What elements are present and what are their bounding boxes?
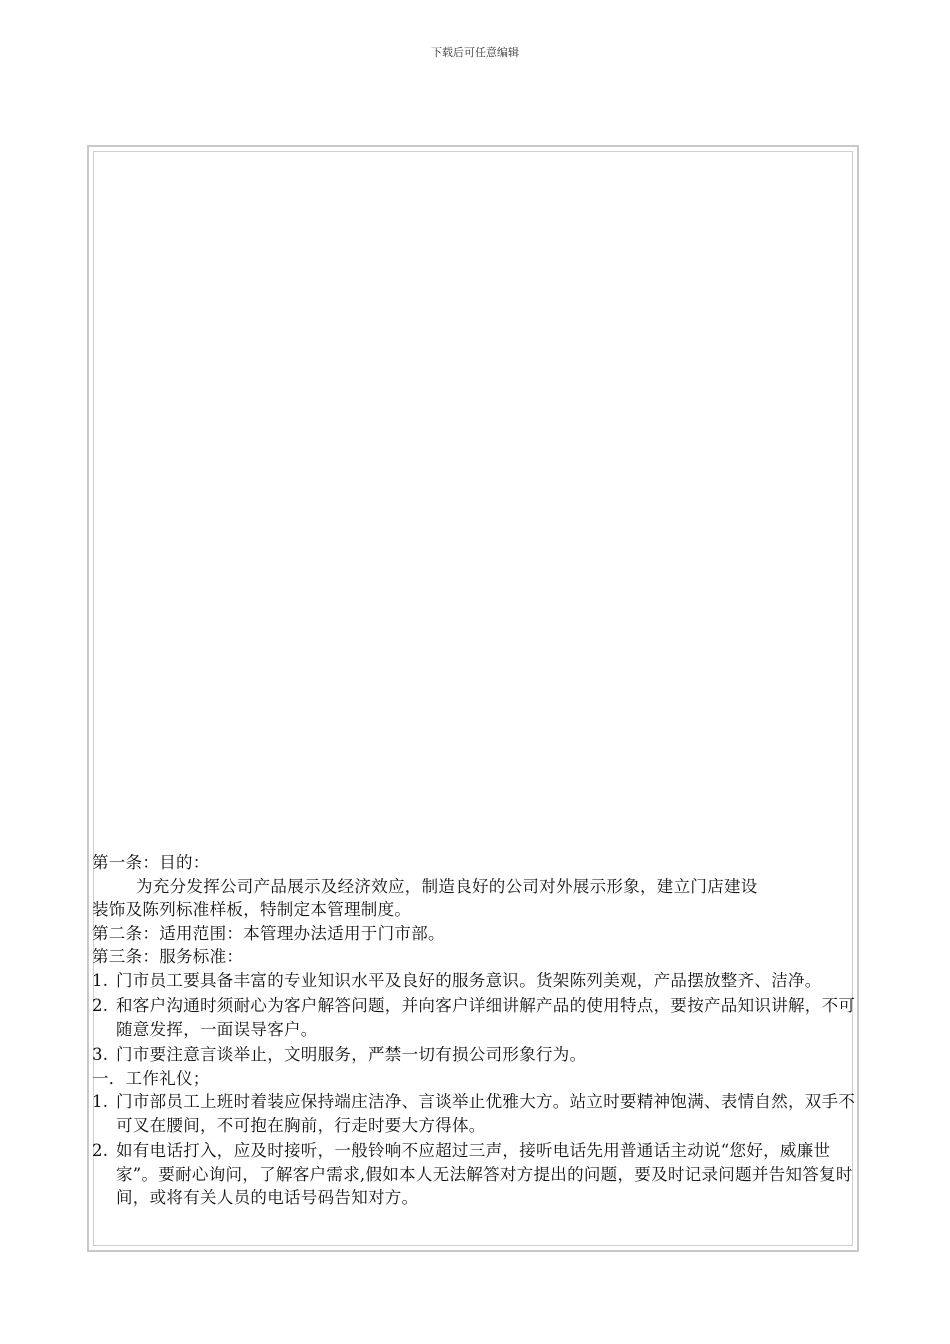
article1-title: 第一条：目的： [92,853,210,872]
section1-title: 一．工作礼仪； [92,1068,210,1088]
list-item-text: 和客户沟通时须耐心为客户解答问题，并向客户详细讲解产品的使用特点，要按产品知识讲解，不可随意发挥，一面误导客户。 [116,996,856,1039]
section1-item-2 [92,1139,859,1210]
blank-content-area [94,152,852,852]
article1-body-line1: 为充分发挥公司产品展示及经济效应，制造良好的公司对外展示形象，建立门店建设 [136,876,758,896]
article2-title: 第二条：适用范围：本管理办法适用于门市部。 [92,923,445,943]
article3-item-3 [92,1043,859,1067]
list-item-text: 门市部员工上班时着装应保持端庄洁净、言谈举止优雅大方。站立时要精神饱满、表情自然，双手不可叉在腰间，不可抱在胸前，行走时要大方得体。 [116,1092,856,1135]
document-body [92,851,859,1210]
list-number: 1. [92,970,109,990]
list-number: 2. [92,1141,109,1160]
article3-title: 第三条：服务标准： [92,947,244,966]
list-item-text: 门市员工要具备丰富的专业知识水平及良好的服务意识。货架陈列美观，产品摆放整齐、洁净。 [116,970,822,990]
article1-body-line2: 装饰及陈列标准样板，特制定本管理制度。 [92,900,412,919]
article3-item-1 [92,969,859,993]
list-number: 1. [92,1092,109,1111]
list-number: 2. [92,996,109,1015]
list-number: 3. [92,1045,109,1064]
section1-item-1 [92,1090,859,1137]
list-item-text: 如有电话打入，应及时接听，一般铃响不应超过三声，接听电话先用普通话主动说“您好，威廉世家”。要耐心询问，了解客户需求,假如本人无法解答对方提出的问题，要及时记录问题并告知答复时间，或将有关人员的电话号码告知对方。 [116,1141,853,1207]
list-item-text: 门市要注意言谈举止，文明服务，严禁一切有损公司形象行为。 [116,1045,587,1064]
article3-item-2 [92,994,859,1041]
page-header-note: 下载后可任意编辑 [431,46,519,59]
